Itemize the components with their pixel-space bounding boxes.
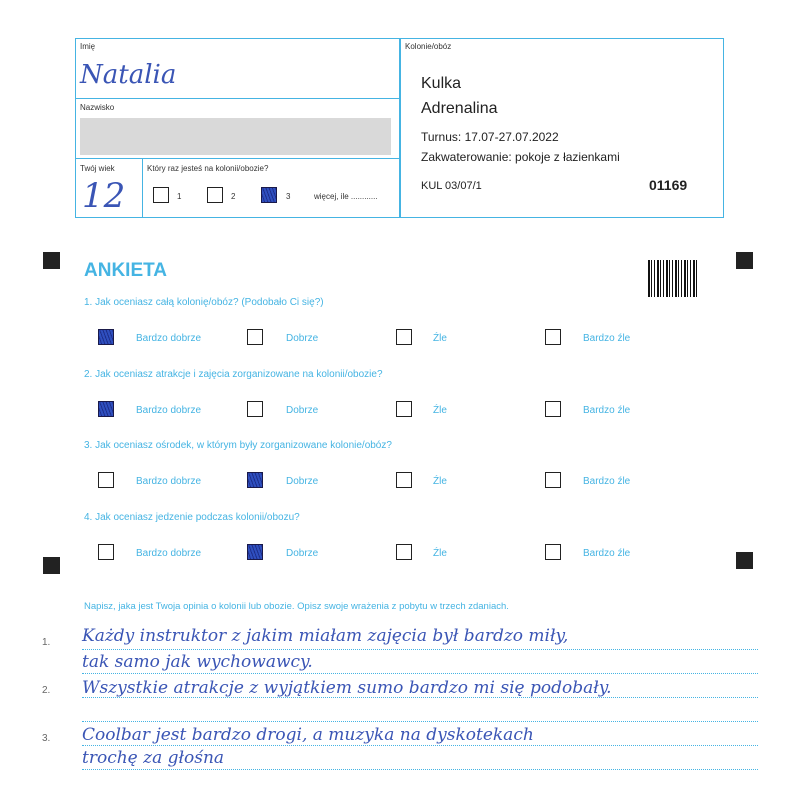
writing-line	[82, 721, 758, 722]
turnus: Turnus: 17.07-27.07.2022	[421, 130, 559, 144]
ktory-raz-checkbox-3[interactable]	[261, 187, 277, 203]
q2-bardzo-dobrze-label: Bardzo dobrze	[136, 405, 202, 416]
registration-marker	[736, 252, 753, 269]
opinion-prompt: Napisz, jaka jest Twoja opinia o kolonii lub obozie. Opisz swoje wrażenia z pobytu w trzech zdaniach.	[84, 601, 509, 612]
q1-zle-checkbox[interactable]	[396, 329, 412, 345]
survey-title: ANKIETA	[84, 260, 168, 281]
question-2: 2. Jak oceniasz atrakcje i zajęcia zorganizowane na kolonii/obozie?	[84, 369, 383, 380]
q3-zle-label: Źle	[433, 476, 447, 487]
q2-bardzo-zle-label: Bardzo źle	[583, 405, 631, 416]
q2-dobrze-checkbox[interactable]	[247, 401, 263, 417]
q1-dobrze-label: Dobrze	[286, 333, 319, 344]
barcode	[648, 260, 698, 297]
writing-line	[82, 649, 758, 650]
imie-value[interactable]: Natalia	[80, 60, 177, 90]
q1-bardzo-dobrze-checkbox[interactable]	[98, 329, 114, 345]
q2-bardzo-zle-checkbox[interactable]	[545, 401, 561, 417]
opinion-line-5[interactable]: trochę za głośna	[82, 748, 225, 768]
q1-bardzo-dobrze-label: Bardzo dobrze	[136, 333, 202, 344]
q3-dobrze-checkbox[interactable]	[247, 472, 263, 488]
ktory-raz-checkbox-1[interactable]	[153, 187, 169, 203]
wiek-label: Twój wiek	[80, 164, 115, 173]
q2-zle-checkbox[interactable]	[396, 401, 412, 417]
q1-bardzo-zle-label: Bardzo źle	[583, 333, 631, 344]
ktory-raz-option-1: 1	[177, 192, 182, 201]
registration-marker	[43, 252, 60, 269]
q3-bardzo-zle-label: Bardzo źle	[583, 476, 631, 487]
wiecej-label: więcej, ile ............	[314, 192, 378, 201]
imie-label: Imię	[80, 42, 96, 51]
kolonia-name-1: Kulka	[421, 75, 462, 92]
q2-dobrze-label: Dobrze	[286, 405, 319, 416]
divider	[75, 98, 399, 99]
q4-bardzo-dobrze-label: Bardzo dobrze	[136, 548, 202, 559]
kolonia-label: Kolonie/obóz	[405, 42, 452, 51]
question-1: 1. Jak oceniasz całą kolonię/obóz? (Podobało Ci się?)	[84, 297, 324, 308]
ktory-raz-option-3: 3	[286, 192, 291, 201]
nazwisko-label: Nazwisko	[80, 103, 115, 112]
q2-zle-label: Źle	[433, 405, 447, 416]
q3-bardzo-zle-checkbox[interactable]	[545, 472, 561, 488]
opinion-number-1: 1.	[42, 637, 51, 648]
q3-dobrze-label: Dobrze	[286, 476, 319, 487]
zakwaterowanie: Zakwaterowanie: pokoje z łazienkami	[421, 150, 620, 164]
opinion-line-2[interactable]: tak samo jak wychowawcy.	[82, 652, 313, 672]
opinion-number-3: 3.	[42, 733, 51, 744]
q1-zle-label: Źle	[433, 333, 447, 344]
wiek-value[interactable]: 12	[82, 176, 126, 216]
ktory-raz-checkbox-2[interactable]	[207, 187, 223, 203]
q4-dobrze-label: Dobrze	[286, 548, 319, 559]
opinion-line-3[interactable]: Wszystkie atrakcje z wyjątkiem sumo bardzo mi się podobały.	[82, 678, 612, 698]
registration-marker	[736, 552, 753, 569]
divider	[75, 158, 399, 159]
writing-line	[82, 745, 758, 746]
q4-bardzo-zle-checkbox[interactable]	[545, 544, 561, 560]
opinion-number-2: 2.	[42, 685, 51, 696]
divider	[142, 158, 143, 217]
q2-bardzo-dobrze-checkbox[interactable]	[98, 401, 114, 417]
opinion-line-4[interactable]: Coolbar jest bardzo drogi, a muzyka na dyskotekach	[82, 725, 534, 745]
q3-bardzo-dobrze-label: Bardzo dobrze	[136, 476, 202, 487]
opinion-line-1[interactable]: Każdy instruktor z jakim miałam zajęcia był bardzo miły,	[82, 626, 569, 646]
ktory-raz-label: Który raz jesteś na kolonii/obozie?	[147, 164, 269, 173]
kolonia-number: 01169	[649, 177, 688, 193]
q4-zle-checkbox[interactable]	[396, 544, 412, 560]
kolonia-code: KUL 03/07/1	[421, 180, 482, 192]
q3-bardzo-dobrze-checkbox[interactable]	[98, 472, 114, 488]
q1-dobrze-checkbox[interactable]	[247, 329, 263, 345]
question-4: 4. Jak oceniasz jedzenie podczas kolonii/obozu?	[84, 512, 300, 523]
q4-dobrze-checkbox[interactable]	[247, 544, 263, 560]
q4-bardzo-zle-label: Bardzo źle	[583, 548, 631, 559]
writing-line	[82, 769, 758, 770]
q4-bardzo-dobrze-checkbox[interactable]	[98, 544, 114, 560]
question-3: 3. Jak oceniasz ośrodek, w którym były zorganizowane kolonie/obóz?	[84, 440, 392, 451]
q4-zle-label: Źle	[433, 548, 447, 559]
nazwisko-redacted	[80, 118, 391, 155]
q3-zle-checkbox[interactable]	[396, 472, 412, 488]
registration-marker	[43, 557, 60, 574]
ktory-raz-option-2: 2	[231, 192, 236, 201]
writing-line	[82, 673, 758, 674]
kolonia-name-2: Adrenalina	[421, 100, 498, 117]
q1-bardzo-zle-checkbox[interactable]	[545, 329, 561, 345]
